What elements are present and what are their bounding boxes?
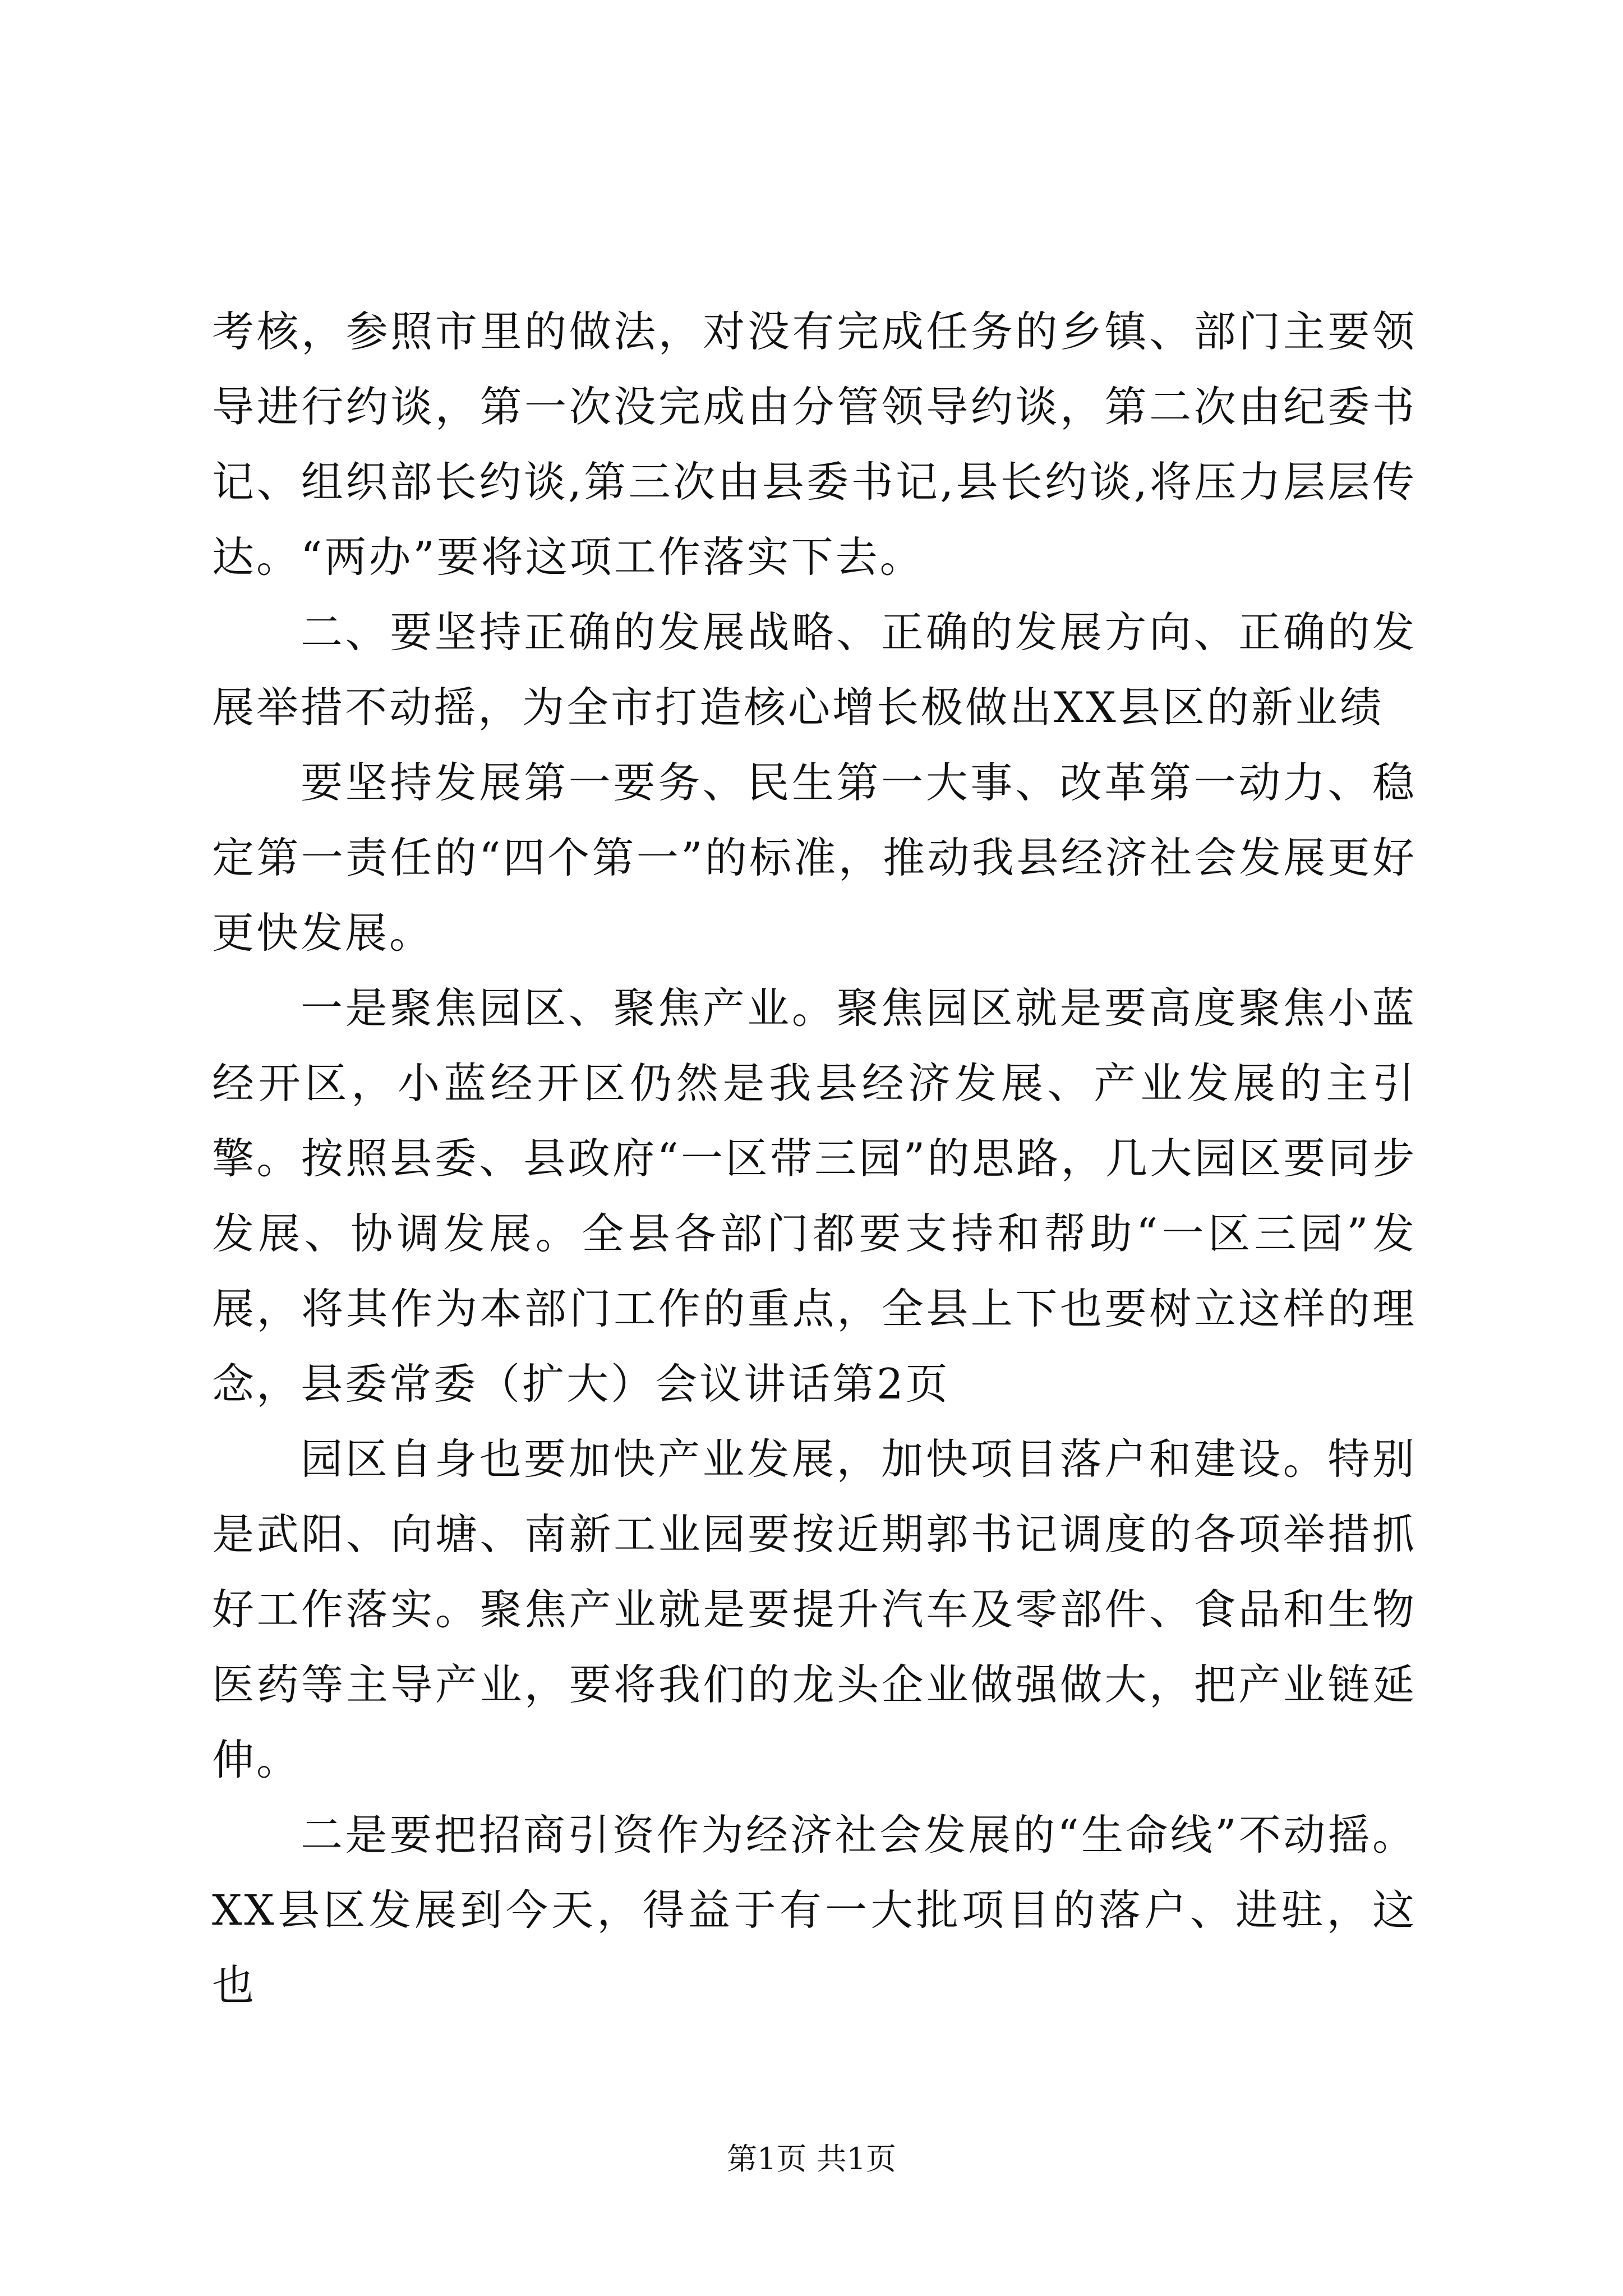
paragraph-5: 园区自身也要加快产业发展，加快项目落户和建设。特别是武阳、向塘、南新工业园要按近期郭书记调度的各项举措抓好工作落实。聚焦产业就是要提升汽车及零部件、食品和生物医药等主导产业，要将我们的龙头企业做强做大，把产业链延伸。 [212,1434,1417,1784]
document-body [212,294,1417,2023]
paragraph-6: 二是要把招商引资作为经济社会发展的“生命线”不动摇。XX县区发展到今天，得益于有一大批项目的落户、进驻，这也 [212,1810,1417,2010]
page-footer: 第1页 共1页 [727,2141,896,2177]
paragraph-1: 考核，参照市里的做法，对没有完成任务的乡镇、部门主要领导进行约谈，第一次没完成由分管领导约谈，第二次由纪委书记、组织部长约谈,第三次由县委书记,县长约谈,将压力层层传达。“两办”要将这项工作落实下去。 [212,307,1417,582]
paragraph-2: 二、要坚持正确的发展战略、正确的发展方向、正确的发展举措不动摇，为全市打造核心增长极做出XX县区的新业绩 [212,608,1417,732]
paragraph-4: 一是聚焦园区、聚焦产业。聚焦园区就是要高度聚焦小蓝经开区，小蓝经开区仍然是我县经济发展、产业发展的主引擎。按照县委、县政府“一区带三园”的思路，几大园区要同步发展、协调发展。全县各部门都要支持和帮助“一区三园”发展，将其作为本部门工作的重点，全县上下也要树立这样的理念，县委常委（扩大）会议讲话第2页 [212,983,1417,1409]
paragraph-3: 要坚持发展第一要务、民生第一大事、改革第一动力、稳定第一责任的“四个第一”的标准，推动我县经济社会发展更好更快发展。 [212,758,1417,958]
